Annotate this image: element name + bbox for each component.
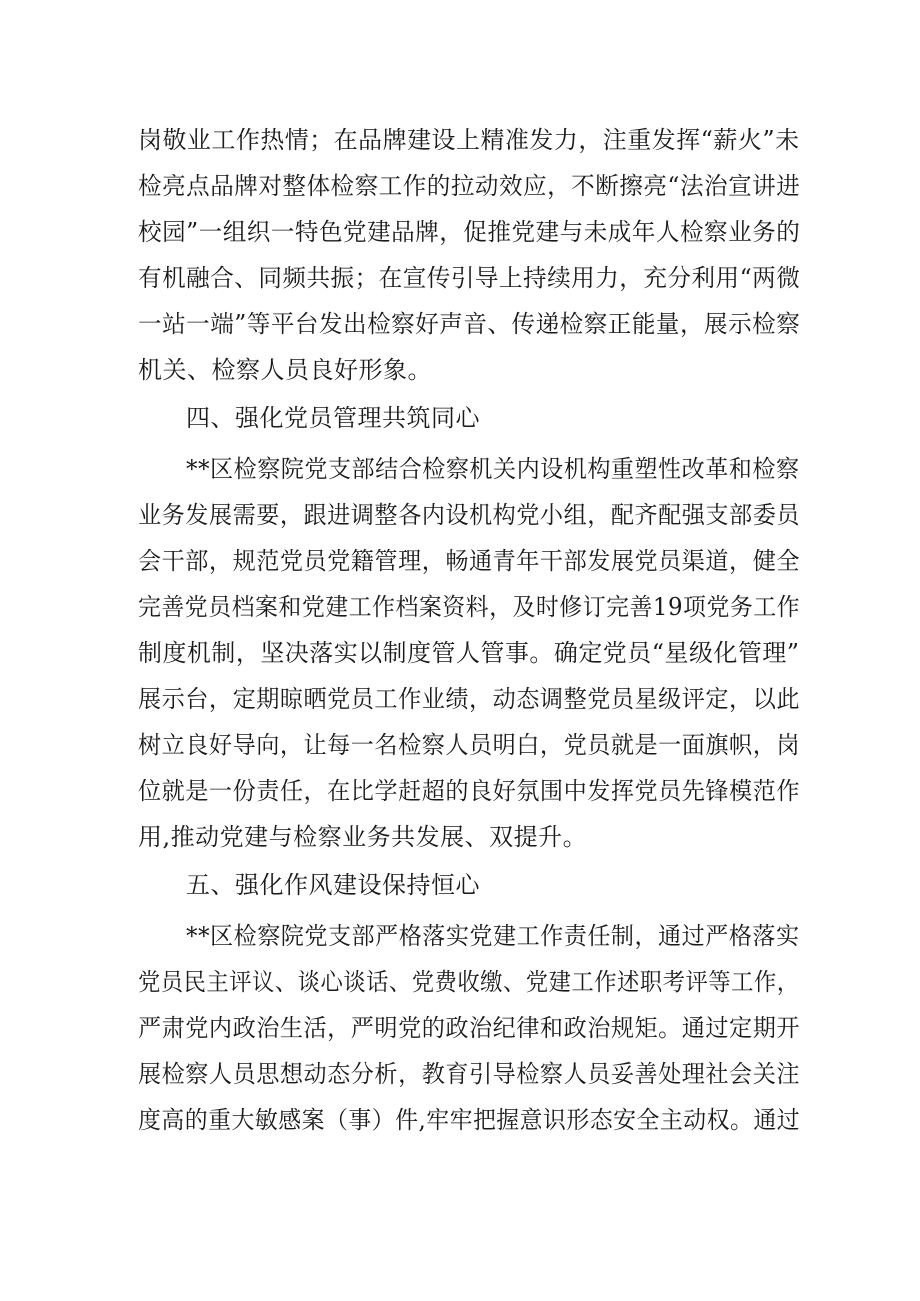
paragraph-line: **区检察院党支部结合检察机关内设机构重塑性改革和检察 xyxy=(186,455,800,483)
paragraph-line: 度高的重大敏感案（事）件,牢牢把握意识形态安全主动权。通过 xyxy=(138,1106,801,1134)
paragraph-line: 会干部，规范党员党籍管理，畅通青年干部发展党员渠道，健全 xyxy=(138,547,800,575)
paragraph-line: 岗敬业工作热情；在品牌建设上精准发力，注重发挥“薪火”未 xyxy=(138,126,800,154)
paragraph-line: **区检察院党支部严格落实党建工作责任制，通过严格落实 xyxy=(186,922,800,950)
paragraph-line: 机关、检察人员良好形象。 xyxy=(138,356,432,384)
paragraph-line: 业务发展需要，跟进调整各内设机构党小组，配齐配强支部委员 xyxy=(138,501,800,529)
section-heading: 五、强化作风建设保持恒心 xyxy=(186,871,480,899)
paragraph-line: 树立良好导向，让每一名检察人员明白，党员就是一面旗帜，岗 xyxy=(138,731,800,759)
paragraph-line: 严肃党内政治生活，严明党的政治纪律和政治规矩。通过定期开 xyxy=(138,1014,800,1042)
paragraph-line: 制度机制，坚决落实以制度管人管事。确定党员“星级化管理” xyxy=(138,639,800,667)
section-heading: 四、强化党员管理共筑同心 xyxy=(186,404,480,432)
paragraph-line: 校园”一组织一特色党建品牌，促推党建与未成年人检察业务的 xyxy=(138,218,801,246)
paragraph-line: 位就是一份责任，在比学赶超的良好氛围中发挥党员先锋模范作 xyxy=(138,777,800,805)
paragraph-line: 展检察人员思想动态分析，教育引导检察人员妥善处理社会关注 xyxy=(138,1060,800,1088)
paragraph-line: 完善党员档案和党建工作档案资料，及时修订完善19项党务工作 xyxy=(138,593,801,621)
paragraph-line: 党员民主评议、谈心谈话、党费收缴、党建工作述职考评等工作， xyxy=(138,968,800,996)
paragraph-line: 检亮点品牌对整体检察工作的拉动效应，不断擦亮“法治宣讲进 xyxy=(138,172,801,200)
paragraph-line: 用,推动党建与检察业务共发展、双提升。 xyxy=(138,823,588,851)
paragraph-line: 一站一端”等平台发出检察好声音、传递检察正能量，展示检察 xyxy=(138,310,801,338)
paragraph-line: 有机融合、同频共振；在宣传引导上持续用力，充分利用“两微 xyxy=(138,264,801,292)
paragraph-line: 展示台，定期晾晒党员工作业绩，动态调整党员星级评定，以此 xyxy=(138,685,800,713)
